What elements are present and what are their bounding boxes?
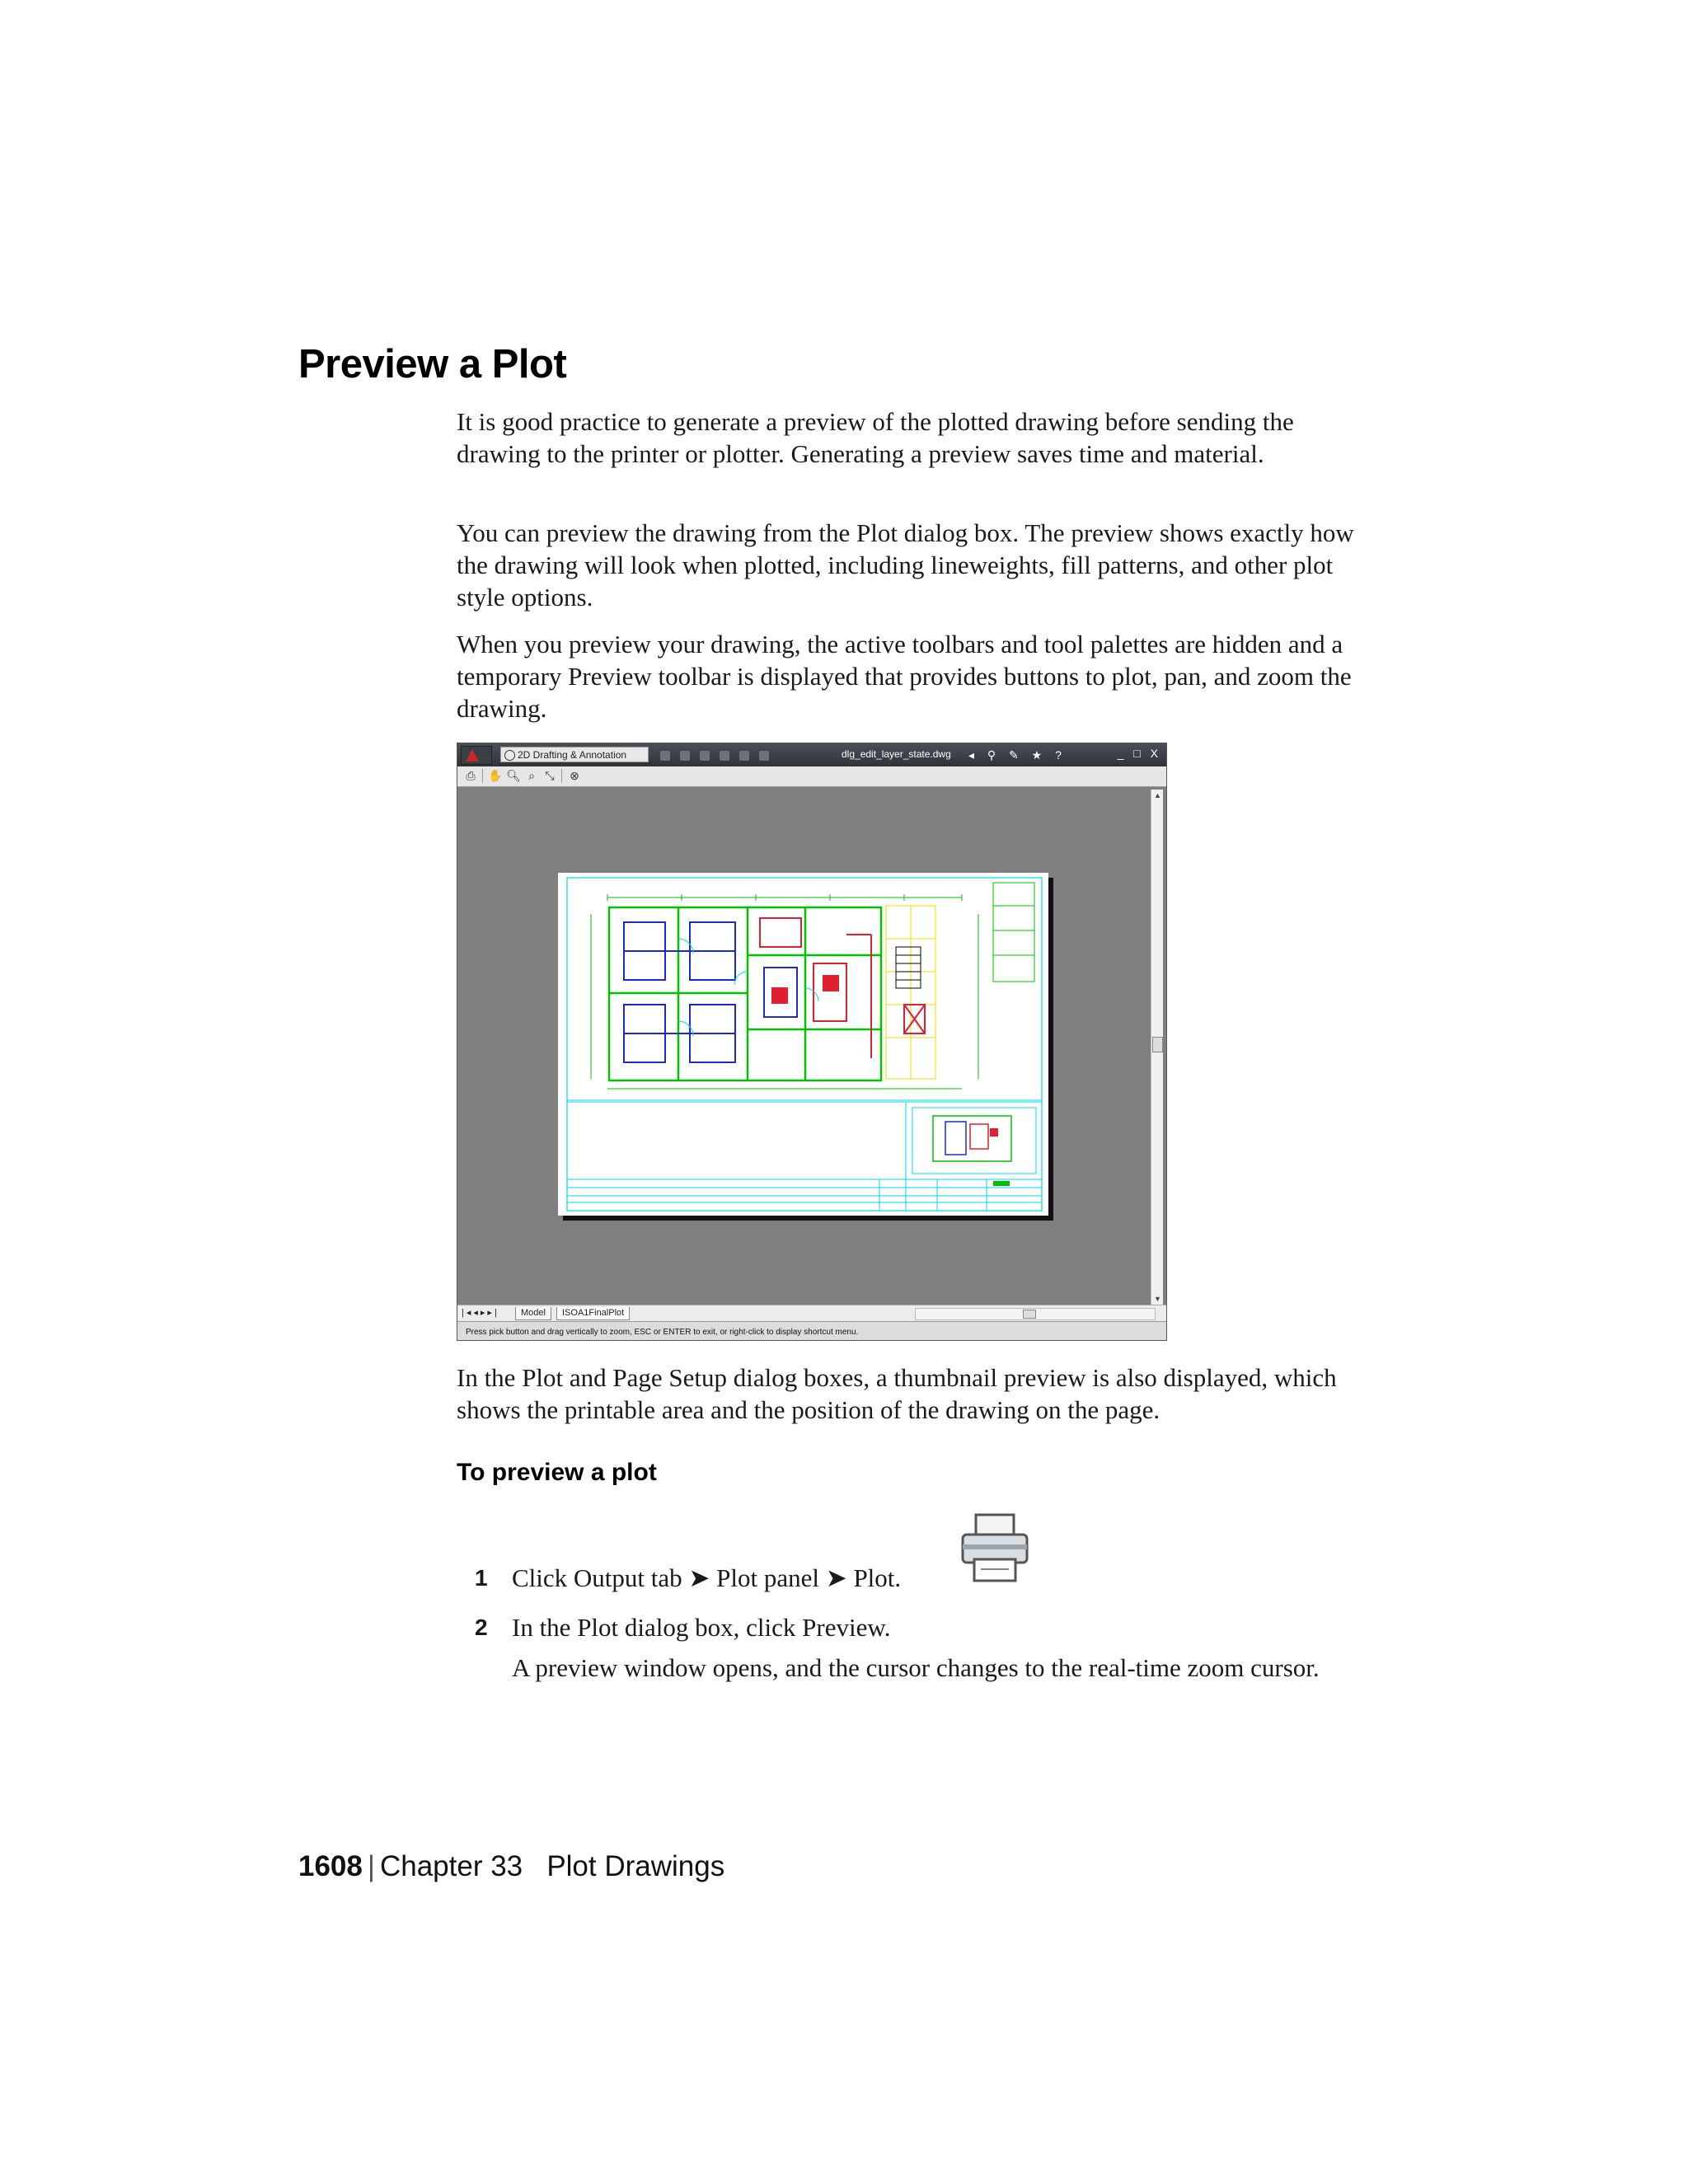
app-titlebar: [457, 743, 1166, 766]
scroll-up-icon[interactable]: ▲: [1154, 791, 1161, 799]
qat-redo-icon[interactable]: [739, 751, 749, 761]
layout-tabs-bar: [457, 1305, 1166, 1322]
step-text: In the Plot dialog box, click Preview.: [512, 1613, 891, 1642]
workspace-dropdown[interactable]: [500, 747, 649, 762]
horizontal-scrollbar[interactable]: [915, 1308, 1156, 1320]
scroll-down-icon[interactable]: ▼: [1154, 1295, 1161, 1303]
step-text: Click Output tab ➤ Plot panel ➤ Plot.: [512, 1563, 902, 1592]
pan-icon[interactable]: ✋: [488, 769, 503, 782]
infocenter-icons[interactable]: ◂ ⚲ ✎ ★ ?: [968, 748, 1067, 762]
zoom-icon[interactable]: 🔍︎: [506, 769, 521, 782]
file-title: dlg_edit_layer_state.dwg: [842, 748, 951, 760]
step-number: 1: [475, 1565, 488, 1591]
key-plan: [912, 1108, 1036, 1174]
tab-isoa1finalplot[interactable]: ISOA1FinalPlot: [556, 1307, 630, 1320]
plot-preview-screenshot: [457, 743, 1167, 1341]
toolbar-divider: [561, 769, 562, 783]
step-2-result: A preview window opens, and the cursor changes to the real-time zoom cursor.: [512, 1653, 1320, 1682]
chapter-title: Chapter 33 Plot Drawings: [379, 1850, 725, 1882]
zoom-window-icon[interactable]: ⌕: [528, 769, 535, 782]
preview-description-paragraph: You can preview the drawing from the Plot dialog box. The preview shows exactly how the drawing will look when plotted, including lineweights, fill patterns, and other plot style options.: [457, 518, 1354, 612]
page-title: Preview a Plot: [298, 342, 567, 387]
grid-lines: [886, 906, 935, 1079]
close-preview-icon[interactable]: ⊗: [570, 769, 579, 782]
workspace-label: 2D Drafting & Annotation: [518, 749, 627, 761]
thumbnail-paragraph: In the Plot and Page Setup dialog boxes, a thumbnail preview is also displayed, which shows the printable area and the position of the drawing on the page.: [457, 1363, 1337, 1424]
qat-open-icon[interactable]: [680, 751, 690, 761]
page-footer: [298, 1850, 724, 1883]
qat-save-icon[interactable]: [700, 751, 710, 761]
title-block: [567, 1179, 1042, 1211]
stairs: [896, 947, 921, 988]
plot-icon[interactable]: ⎙: [466, 769, 476, 782]
vertical-scrollbar[interactable]: [1151, 790, 1163, 1305]
gear-icon: [504, 750, 515, 761]
tab-model[interactable]: Model: [515, 1307, 551, 1320]
plot-icon: [958, 1511, 1032, 1586]
autocad-logo-icon: [466, 749, 479, 762]
scroll-thumb[interactable]: [1152, 1037, 1163, 1052]
toolbar-description-paragraph: When you preview your drawing, the active toolbars and tool palettes are hidden and a temporary Preview toolbar is displayed that provides buttons to plot, pan, and zoom the drawing.: [457, 630, 1352, 723]
scroll-thumb[interactable]: [1023, 1310, 1036, 1319]
floor-plan-drawing: [558, 873, 1048, 1216]
application-menu-button[interactable]: [461, 746, 492, 765]
zoom-original-icon[interactable]: ⤡: [545, 769, 555, 782]
step-number: 2: [475, 1615, 488, 1640]
status-bar: Press pick button and drag vertically to zoom, ESC or ENTER to exit, or right-click to display shortcut menu.: [457, 1321, 1166, 1341]
preview-toolbar: [457, 766, 1166, 787]
qat-new-icon[interactable]: [660, 751, 670, 761]
toolbar-divider: [482, 769, 483, 783]
window-controls[interactable]: _ □ X: [1117, 747, 1161, 760]
qat-undo-icon[interactable]: [720, 751, 729, 761]
procedure-title: To preview a plot: [457, 1459, 657, 1486]
page-number: 1608: [298, 1850, 363, 1882]
tab-navigation-icons[interactable]: |◂◂▸▸|: [462, 1308, 499, 1318]
footer-separator: |: [367, 1850, 375, 1882]
qat-plot-icon[interactable]: [759, 751, 769, 761]
walls: [609, 907, 881, 1080]
plot-paper: [558, 873, 1048, 1216]
legend-column: [993, 883, 1034, 982]
intro-paragraph: It is good practice to generate a preview of the plotted drawing before sending the drawing to the printer or plotter. Generating a preview saves time and material.: [457, 407, 1294, 468]
